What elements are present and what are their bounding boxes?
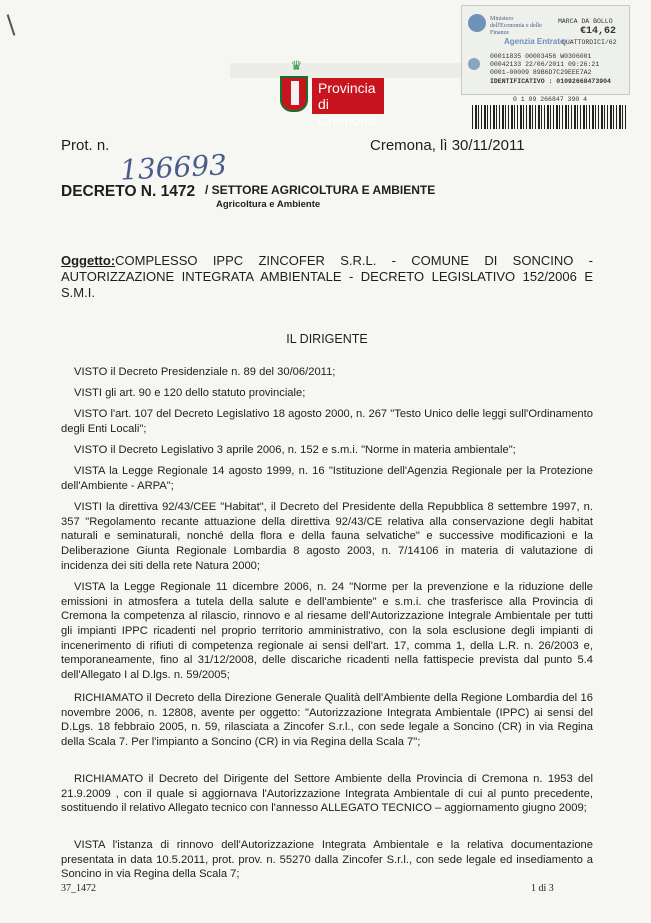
barcode-number: 0 1 09 266847 390 4 (512, 96, 588, 103)
stamp-line3: 0001-00009 89B6D7C29EEE7A2 (490, 69, 592, 76)
province-logo (276, 58, 386, 128)
revenue-stamp (461, 5, 630, 95)
paragraph: VISTA la Legge Regionale 11 dicembre 2006, n. 24 "Norme per la prevenzione e la riduzione delle emissioni in atmosfera a tutela della salute e dell'ambiente" e s.m.i. che trasferisce alla Provincia di Cremona la competenza al rilascio, rinnovo e al riesame dell'Autorizzazione Integrale Ambientale per tutti gli impianti IPPC ricadenti nel proprio territorio amministrativo, con la sola esclusione degli impianti di incenerimento di rifiuti di competenza regionale ai sensi dell'art. 17, comma 1, della L.R. n. 26/2003 e, temporaneamente, fino al 31/12/2008, delle discariche ricadenti nella fattispecie prevista dal punto 5.4 dell'Allegato I al D.lgs. n. 59/2005; (61, 581, 593, 681)
crown-icon: ♛ (290, 58, 302, 73)
subject (61, 253, 593, 301)
protocol-label: Prot. n. (61, 137, 110, 154)
paragraph: VISTO il Decreto Presidenziale n. 89 del 30/06/2011; (74, 366, 336, 379)
decree-subsector: Agricoltura e Ambiente (216, 199, 321, 210)
stamp-agency: Agenzia Entrate (504, 37, 565, 46)
stamp-barcode (472, 96, 628, 130)
emblem-icon (468, 14, 486, 32)
decree-sector: / SETTORE AGRICOLTURA E AMBIENTE (205, 183, 436, 197)
paragraph: VISTI la direttiva 92/43/CEE "Habitat", il Decreto del Presidente della Repubblica 8 settembre 1997, n. 357 "Regolamento recante attuazione della direttiva 92/43/CE relativa alla conservazione degli habitat naturali e seminaturali, nonché della flora e della fauna selvatiche" e successive modificazioni e la Deliberazione Giunta Regionale Lombardia 8 agosto 2003, n. 7/14106 in materia di valutazione di incidenza dei siti della rete Natura 2000; (61, 501, 593, 572)
decree-number: DECRETO N. 1472 (61, 183, 196, 200)
paragraph: VISTO l'art. 107 del Decreto Legislativo 18 agosto 2000, n. 267 "Testo Unico delle leggi sull'Ordinamento degli Enti Locali"; (61, 408, 593, 435)
logo-text: Provincia di Cremona (312, 78, 384, 114)
page-number: 1 di 3 (531, 883, 554, 894)
place-date: Cremona, lì 30/11/2011 (370, 137, 525, 154)
paragraph: VISTA la Legge Regionale 14 agosto 1999, n. 16 "Istituzione dell'Agenzia Regionale per la Protezione dell'Ambiente - ARPA"; (61, 465, 593, 492)
stamp-ministry: Ministero dell'Economia e delle Finanze (490, 16, 542, 36)
subject-label: Oggetto: (61, 253, 116, 268)
paragraph: RICHIAMATO il Decreto della Direzione Generale Qualità dell'Ambiente della Regione Lombardia del 16 novembre 2006, n. 12808, avente per oggetto: "Autorizzazione Integrata Ambientale (IPPC) ai sensi del D.Lgs. 18 febbraio 2005, n. 59, rilasciata a Zincofer S.r.l., con sede legale a Soncino (CR) in via Regina della Scala 7. Per l'impianto a Soncino (CR) in via Regina della Scala 7"; (61, 692, 593, 748)
stamp-label: MARCA DA BOLLO (558, 18, 613, 25)
protocol-handwritten-number: 136693 (119, 148, 228, 187)
scan-mark (7, 14, 16, 36)
stamp-identifier: IDENTIFICATIVO : 01092668473904 (490, 78, 611, 85)
heading-il-dirigente: IL DIRIGENTE (286, 332, 368, 346)
coat-of-arms-icon (280, 76, 308, 112)
emblem-small-icon (468, 58, 480, 70)
barcode-icon (472, 105, 628, 129)
paragraph: RICHIAMATO il Decreto del Dirigente del Settore Ambiente della Provincia di Cremona n. 1953 del 21.9.2009 , con il quale si aggiornava l'Autorizzazione Integrata Ambientale di cui al punto precedente, sostituendo il relativo Allegato tecnico con l'annesso ALLEGATO TECNICO – aggiornamento giugno 2009; (61, 773, 593, 815)
stamp-line1: 00011835 00003456 W0306001 (490, 53, 592, 60)
footer-code: 37_1472 (61, 883, 96, 894)
stamp-amount: €14,62 (580, 26, 617, 37)
subject-text: COMPLESSO IPPC ZINCOFER S.R.L. - COMUNE DI SONCINO - AUTORIZZAZIONE INTEGRATA AMBIENTALE - DECRETO LEGISLATIVO 152/2006 E S.M.I. (61, 253, 593, 300)
paragraph: VISTA l'istanza di rinnovo dell'Autorizzazione Integrata Ambientale e la relativa documentazione presentata in data 10.5.2011, prot. prov. n. 55270 dalla Zincofer S.r.l., con sede legale ed insediamento a Soncino in via Regina della Scala 7; (61, 839, 593, 881)
paragraph: VISTO il Decreto Legislativo 3 aprile 2006, n. 152 e s.m.i. "Norme in materia ambientale"; (74, 444, 516, 457)
stamp-quantity: QUATTORDICI/62 (562, 39, 617, 46)
paragraph: VISTI gli art. 90 e 120 dello statuto provinciale; (74, 387, 306, 400)
stamp-line2: 00042133 22/06/2011 09:26:21 (490, 61, 600, 68)
